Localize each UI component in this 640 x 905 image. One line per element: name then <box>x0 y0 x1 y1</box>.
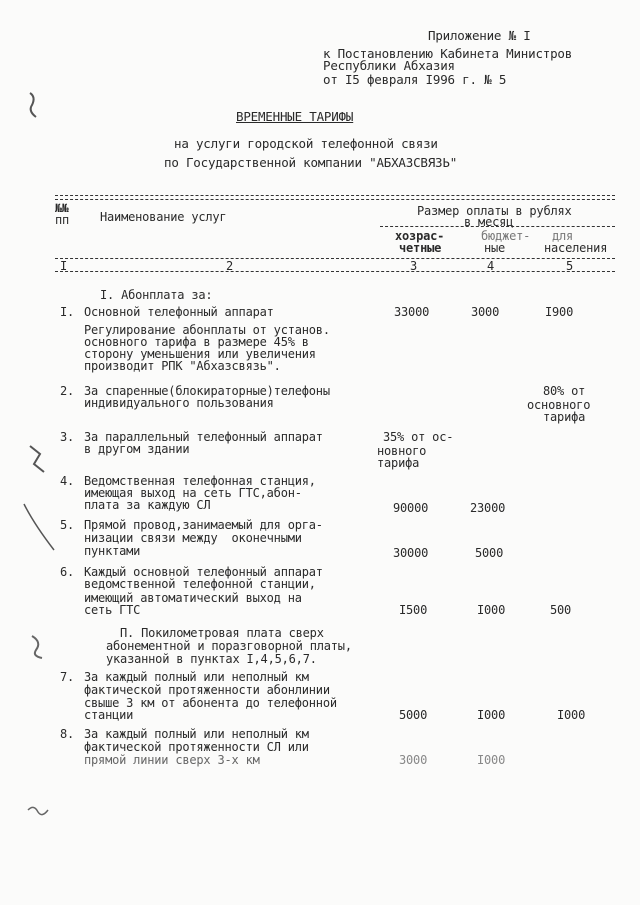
row-2-number: 2. <box>60 384 75 398</box>
row-6-name-1: Каждый основной телефонный аппарат <box>84 565 323 579</box>
decree-line-2: Республики Абхазия <box>323 58 455 73</box>
row-2-name-2: индивидуального пользования <box>84 396 274 410</box>
row-1-note-2: основного тарифа в размере 45% в <box>84 335 309 349</box>
section-2-heading-3: указанной в пунктах I,4,5,6,7. <box>106 652 317 666</box>
row-1-note-3: сторону уменьшения или увеличения <box>84 347 316 361</box>
index-row-rule <box>55 271 615 272</box>
row-1-number: I. <box>60 305 75 319</box>
scan-mark <box>26 630 52 662</box>
row-7-name-2: фактической протяженности абонлинии <box>84 683 330 697</box>
num-column-label-2: пп <box>55 213 70 227</box>
num-column-label: №№ <box>55 201 69 215</box>
row-6-name-3: имеющий автоматический выход на <box>84 591 302 605</box>
scan-mark <box>24 440 52 480</box>
col-budget-header-2: ные <box>484 241 506 255</box>
scan-mark <box>20 500 60 560</box>
appendix-label: Приложение № I <box>428 28 531 43</box>
section-2-heading-1: П. Покилометровая плата сверх <box>120 626 324 640</box>
section-1-heading: I. Абонплата за: <box>100 288 213 302</box>
row-4-name-3: плата за каждую СЛ <box>84 498 211 512</box>
row-1-value-a: 33000 <box>394 305 430 319</box>
col-selfsupport-header: хозрас- <box>395 229 445 243</box>
row-7-value-b: I000 <box>477 708 506 722</box>
row-7-value-a: 5000 <box>399 708 428 722</box>
row-6-value-b: I000 <box>477 603 506 617</box>
row-5-name-2: низации связи между оконечными <box>84 531 302 545</box>
row-5-number: 5. <box>60 518 75 532</box>
table-top-rule-2 <box>55 199 615 200</box>
price-column-header-2: в месяц <box>464 215 514 229</box>
index-3: 3 <box>410 259 418 273</box>
row-4-value-a: 90000 <box>393 501 429 515</box>
row-4-name-2: имеющая выход на сеть ГТС,абон- <box>84 486 302 500</box>
index-1: I <box>60 259 68 273</box>
row-5-value-a: 30000 <box>393 546 429 560</box>
col-selfsupport-header-2: четные <box>399 241 442 255</box>
row-8-name-1: За каждый полный или неполный км <box>84 727 309 741</box>
table-top-rule <box>55 195 615 196</box>
row-7-name-1: За каждый полный или неполный км <box>84 670 309 684</box>
section-2-heading-2: абонементной и поразговорной платы, <box>106 639 352 653</box>
subtitle-line-1: на услуги городской телефонной связи <box>174 136 438 151</box>
row-6-value-a: I500 <box>399 603 428 617</box>
row-4-name-1: Ведомственная телефонная станция, <box>84 474 316 488</box>
row-7-value-c: I000 <box>557 708 586 722</box>
scan-mark <box>20 85 50 121</box>
price-column-header: Размер оплаты в рублях <box>417 204 572 218</box>
row-1-value-c: I900 <box>545 305 574 319</box>
row-2-value-c-2: основного <box>527 398 591 412</box>
scan-mark <box>24 800 54 820</box>
row-5-name-3: пунктами <box>84 544 141 558</box>
row-1-note-4: производит РПК "Абхазсвязь". <box>84 359 281 373</box>
row-6-name-4: сеть ГТС <box>84 603 141 617</box>
row-4-value-b: 23000 <box>470 501 506 515</box>
row-3-value-a-3: тарифа <box>377 456 420 470</box>
row-1-name: Основной телефонный аппарат <box>84 305 274 319</box>
row-5-value-b: 5000 <box>475 546 504 560</box>
row-4-number: 4. <box>60 474 75 488</box>
col-population-header: для <box>552 229 574 243</box>
row-6-number: 6. <box>60 565 75 579</box>
index-5: 5 <box>566 259 574 273</box>
row-8-value-b: I000 <box>477 753 506 767</box>
subtitle-line-2: по Государственной компании "АБХАЗСВЯЗЬ" <box>164 155 458 170</box>
row-1-value-b: 3000 <box>471 305 500 319</box>
row-3-name-1: За параллельный телефонный аппарат <box>84 430 323 444</box>
row-8-number: 8. <box>60 727 75 741</box>
header-bottom-rule <box>55 258 615 259</box>
row-7-name-4: станции <box>84 708 134 722</box>
row-7-number: 7. <box>60 670 75 684</box>
decree-line-1: к Постановлению Кабинета Министров <box>323 46 573 61</box>
row-3-value-a-2: новного <box>377 444 427 458</box>
row-5-name-1: Прямой провод,занимаемый для орга- <box>84 518 323 532</box>
decree-line-3: от I5 февраля I996 г. № 5 <box>323 72 507 87</box>
row-1-note-1: Регулирование абонплаты от установ. <box>84 323 330 337</box>
row-6-name-2: ведомственной телефонной станции, <box>84 577 316 591</box>
index-4: 4 <box>487 259 495 273</box>
row-3-number: 3. <box>60 430 75 444</box>
row-8-name-2: фактической протяженности СЛ или <box>84 740 309 754</box>
row-8-value-a: 3000 <box>399 753 428 767</box>
row-2-name-1: За спаренные(блокираторные)телефоны <box>84 384 330 398</box>
row-2-value-c-3: тарифа <box>543 410 586 424</box>
name-column-header: Наименование услуг <box>100 210 227 224</box>
col-population-header-2: населения <box>544 241 608 255</box>
row-8-name-3: прямой линии сверх 3-х км <box>84 753 260 767</box>
row-6-value-c: 500 <box>550 603 572 617</box>
row-2-value-c-1: 80% от <box>543 384 586 398</box>
document-title: ВРЕМЕННЫЕ ТАРИФЫ <box>236 109 354 124</box>
row-3-value-a-1: 35% от ос- <box>383 430 454 444</box>
index-2: 2 <box>226 259 234 273</box>
row-7-name-3: свыше 3 км от абонента до телефонной <box>84 696 337 710</box>
row-3-name-2: в другом здании <box>84 442 190 456</box>
col-budget-header: бюджет- <box>481 229 531 243</box>
